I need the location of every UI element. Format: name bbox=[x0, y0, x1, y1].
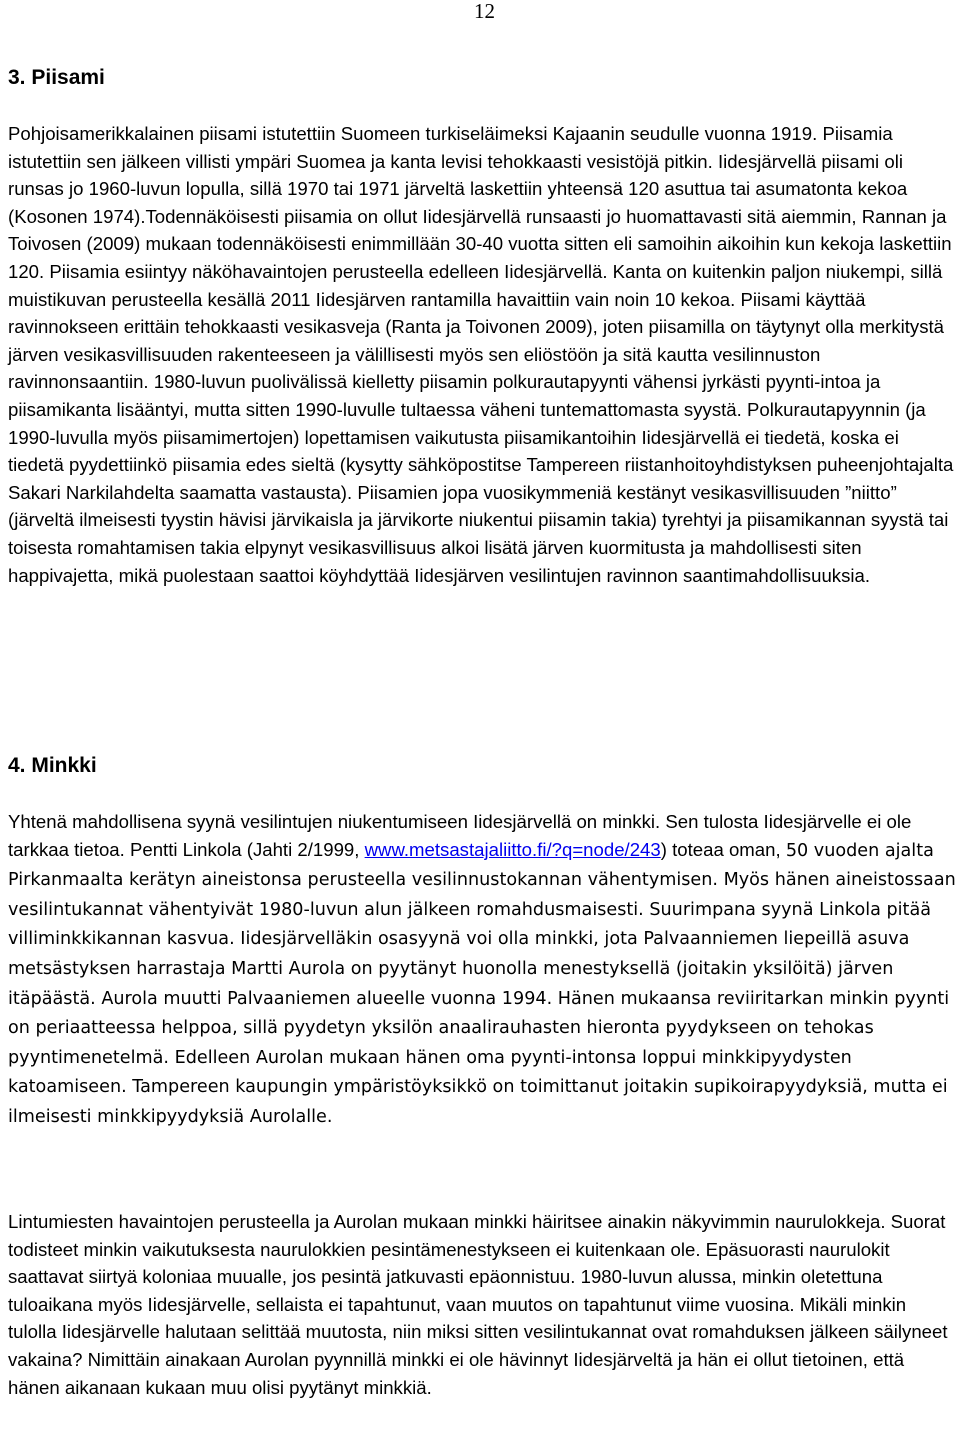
metsastajaliitto-link[interactable]: www.metsastajaliitto.fi/?q=node/243 bbox=[364, 838, 661, 860]
section-heading-piisami: 3. Piisami bbox=[8, 66, 105, 89]
minkki-paragraph-2: Lintumiesten havaintojen perusteella ja Aurolan mukaan minkki häiritsee ainakin näkyvimmin naurulokkeja. Suorat todisteet minkin vaikutuksesta naurulokkien pesintämenestykseen ei kuitenkaan ole. Epäsuorasti naurulokit saattavat siirtyä koloniaa muualle, jos pesintä jatkuvasti epäonnistuu. 1980-luvun alussa, minkin oletettuna tuloaikana myös Iidesjärvelle, sellaista ei tapahtunut, vaan muutos on tapahtunut viime vuosina. Mikäli minkin tulolla Iidesjärvelle halutaan selittää muutosta, niin miksi sitten vesilintukannat ovat romahduksen jälkeen säilyneet vakaina? Nimittäin ainakaan Aurolan pyynnillä minkki ei ole hävinnyt Iidesjärveltä ja hän ei ollut tietoinen, että hänen aikanaan kukaan muu olisi pyytänyt minkkiä. bbox=[8, 1211, 948, 1398]
minkki-paragraph-1-after-link: ) toteaa oman, bbox=[660, 838, 786, 860]
page-number: 12 bbox=[474, 0, 495, 23]
minkki-paragraph-1 bbox=[8, 808, 956, 1132]
piisami-paragraph: Pohjoisamerikkalainen piisami istutettiin Suomeen turkiseläimeksi Kajaanin seudulle vuonna 1919. Piisamia istutettiin sen jälkeen villisti ympäri Suomea ja kanta levisi tehokkaasti vesistöjä pitkin. Iidesjärvellä piisami oli runsas jo 1960-luvun lopulla, sillä 1970 tai 1971 järveltä laskettiin yhteensä 120 asuttua tai asumatonta kekoa (Kosonen 1974).Todennäköisesti piisamia on ollut Iidesjärvellä runsaasti jo huomattavasti sitä aiemmin, Rannan ja Toivosen (2009) mukaan todennäköisesti enimmillään 30-40 vuotta sitten eli samoihin aikoihin kun kekoja laskettiin 120. Piisamia esiintyy näköhavaintojen perusteella edelleen Iidesjärvellä. Kanta on kuitenkin paljon niukempi, sillä muistikuvan perusteella kesällä 2011 Iidesjärven rantamilla havaittiin vain noin 10 kekoa. Piisami käyttää ravinnokseen erittäin tehokkaasti vesikasveja (Ranta ja Toivonen 2009), joten piisamilla on täytynyt olla merkitystä järven vesikasvillisuuden rakenteeseen ja välillisesti myös sen eliöstöön ja sitä kautta vesilinnuston ravinnonsaantiin. 1980-luvun puolivälissä kielletty piisamin polkurautapyynti vähensi jyrkästi pyynti-intoa ja piisamikanta lisääntyi, mutta sitten 1990-luvulle tultaessa väheni tuntemattomasta syystä. Polkurautapyynnin (ja 1990-luvulla myös piisamimertojen) lopettamisen vaikutusta piisamikantoihin Iidesjärvellä ei tiedetä, koska ei tiedetä pyydettiinkö piisamia edes sieltä (kysytty sähköpostitse Tampereen riistanhoitoyhdistyksen puheenjohtajalta Sakari Narkilahdelta saamatta vastausta). Piisamien jopa vuosikymmeniä kestänyt vesikasvillisuuden ”niitto” (järveltä ilmeisesti tyystin hävisi järvikaisla ja järvikorte niukentui piisamin takia) tyrehtyi ja piisamikannan syystä tai toisesta romahtamisen takia elpynyt vesikasvillisuus alkoi lisätä järven kuormitusta ja mahdollisesti siten happivajetta, mikä puolestaan saattoi köyhdyttää Iidesjärven vesilintujen ravinnon saantimahdollisuuksia. bbox=[8, 123, 954, 586]
section-heading-minkki: 4. Minkki bbox=[8, 754, 97, 777]
minkki-paragraph-1-intro: Yhtenä mahdollisena syynä vesilintujen niukentumiseen Iidesjärvellä on minkki. Sen tulosta Iidesjärvelle ei ole tarkkaa tietoa. Pentti Linkola (Jahti 2/1999, bbox=[8, 811, 912, 860]
minkki-paragraph-1-rest: 50 vuoden ajalta Pirkanmaalta kerätyn aineistonsa perusteella vesilinnustokannan vähentymisen. Myös hänen aineistossaan vesilintukannat vähentyivät 1980-luvun alun jälkeen romahdusmaisesti. Suurimpana syynä Linkola pitää villiminkkikannan kasvua. Iidesjärvelläkin osasyynä voi olla minkki, jota Palvaanniemen liepeillä asuva metsästyksen harrastaja Martti Aurola on pyytänyt huonolla menestyksellä (joitakin yksilöitä) järven itäpäästä. Aurola muutti Palvaaniemen alueelle vuonna 1994. Hänen mukaansa reviiritarkan minkin pyynti on periaatteessa helppoa, sillä pyydetyn yksilön anaalirauhasten hieronta pyydykseen on tehokas pyyntimenetelmä. Edelleen Aurolan mukaan hänen oma pyynti-intonsa loppui minkkipyydysten katoamiseen. Tampereen kaupungin ympäristöyksikkö on toimittanut joitakin supikoirapyydyksiä, mutta ei ilmeisesti minkkipyydyksiä Aurolalle. bbox=[8, 840, 956, 1127]
